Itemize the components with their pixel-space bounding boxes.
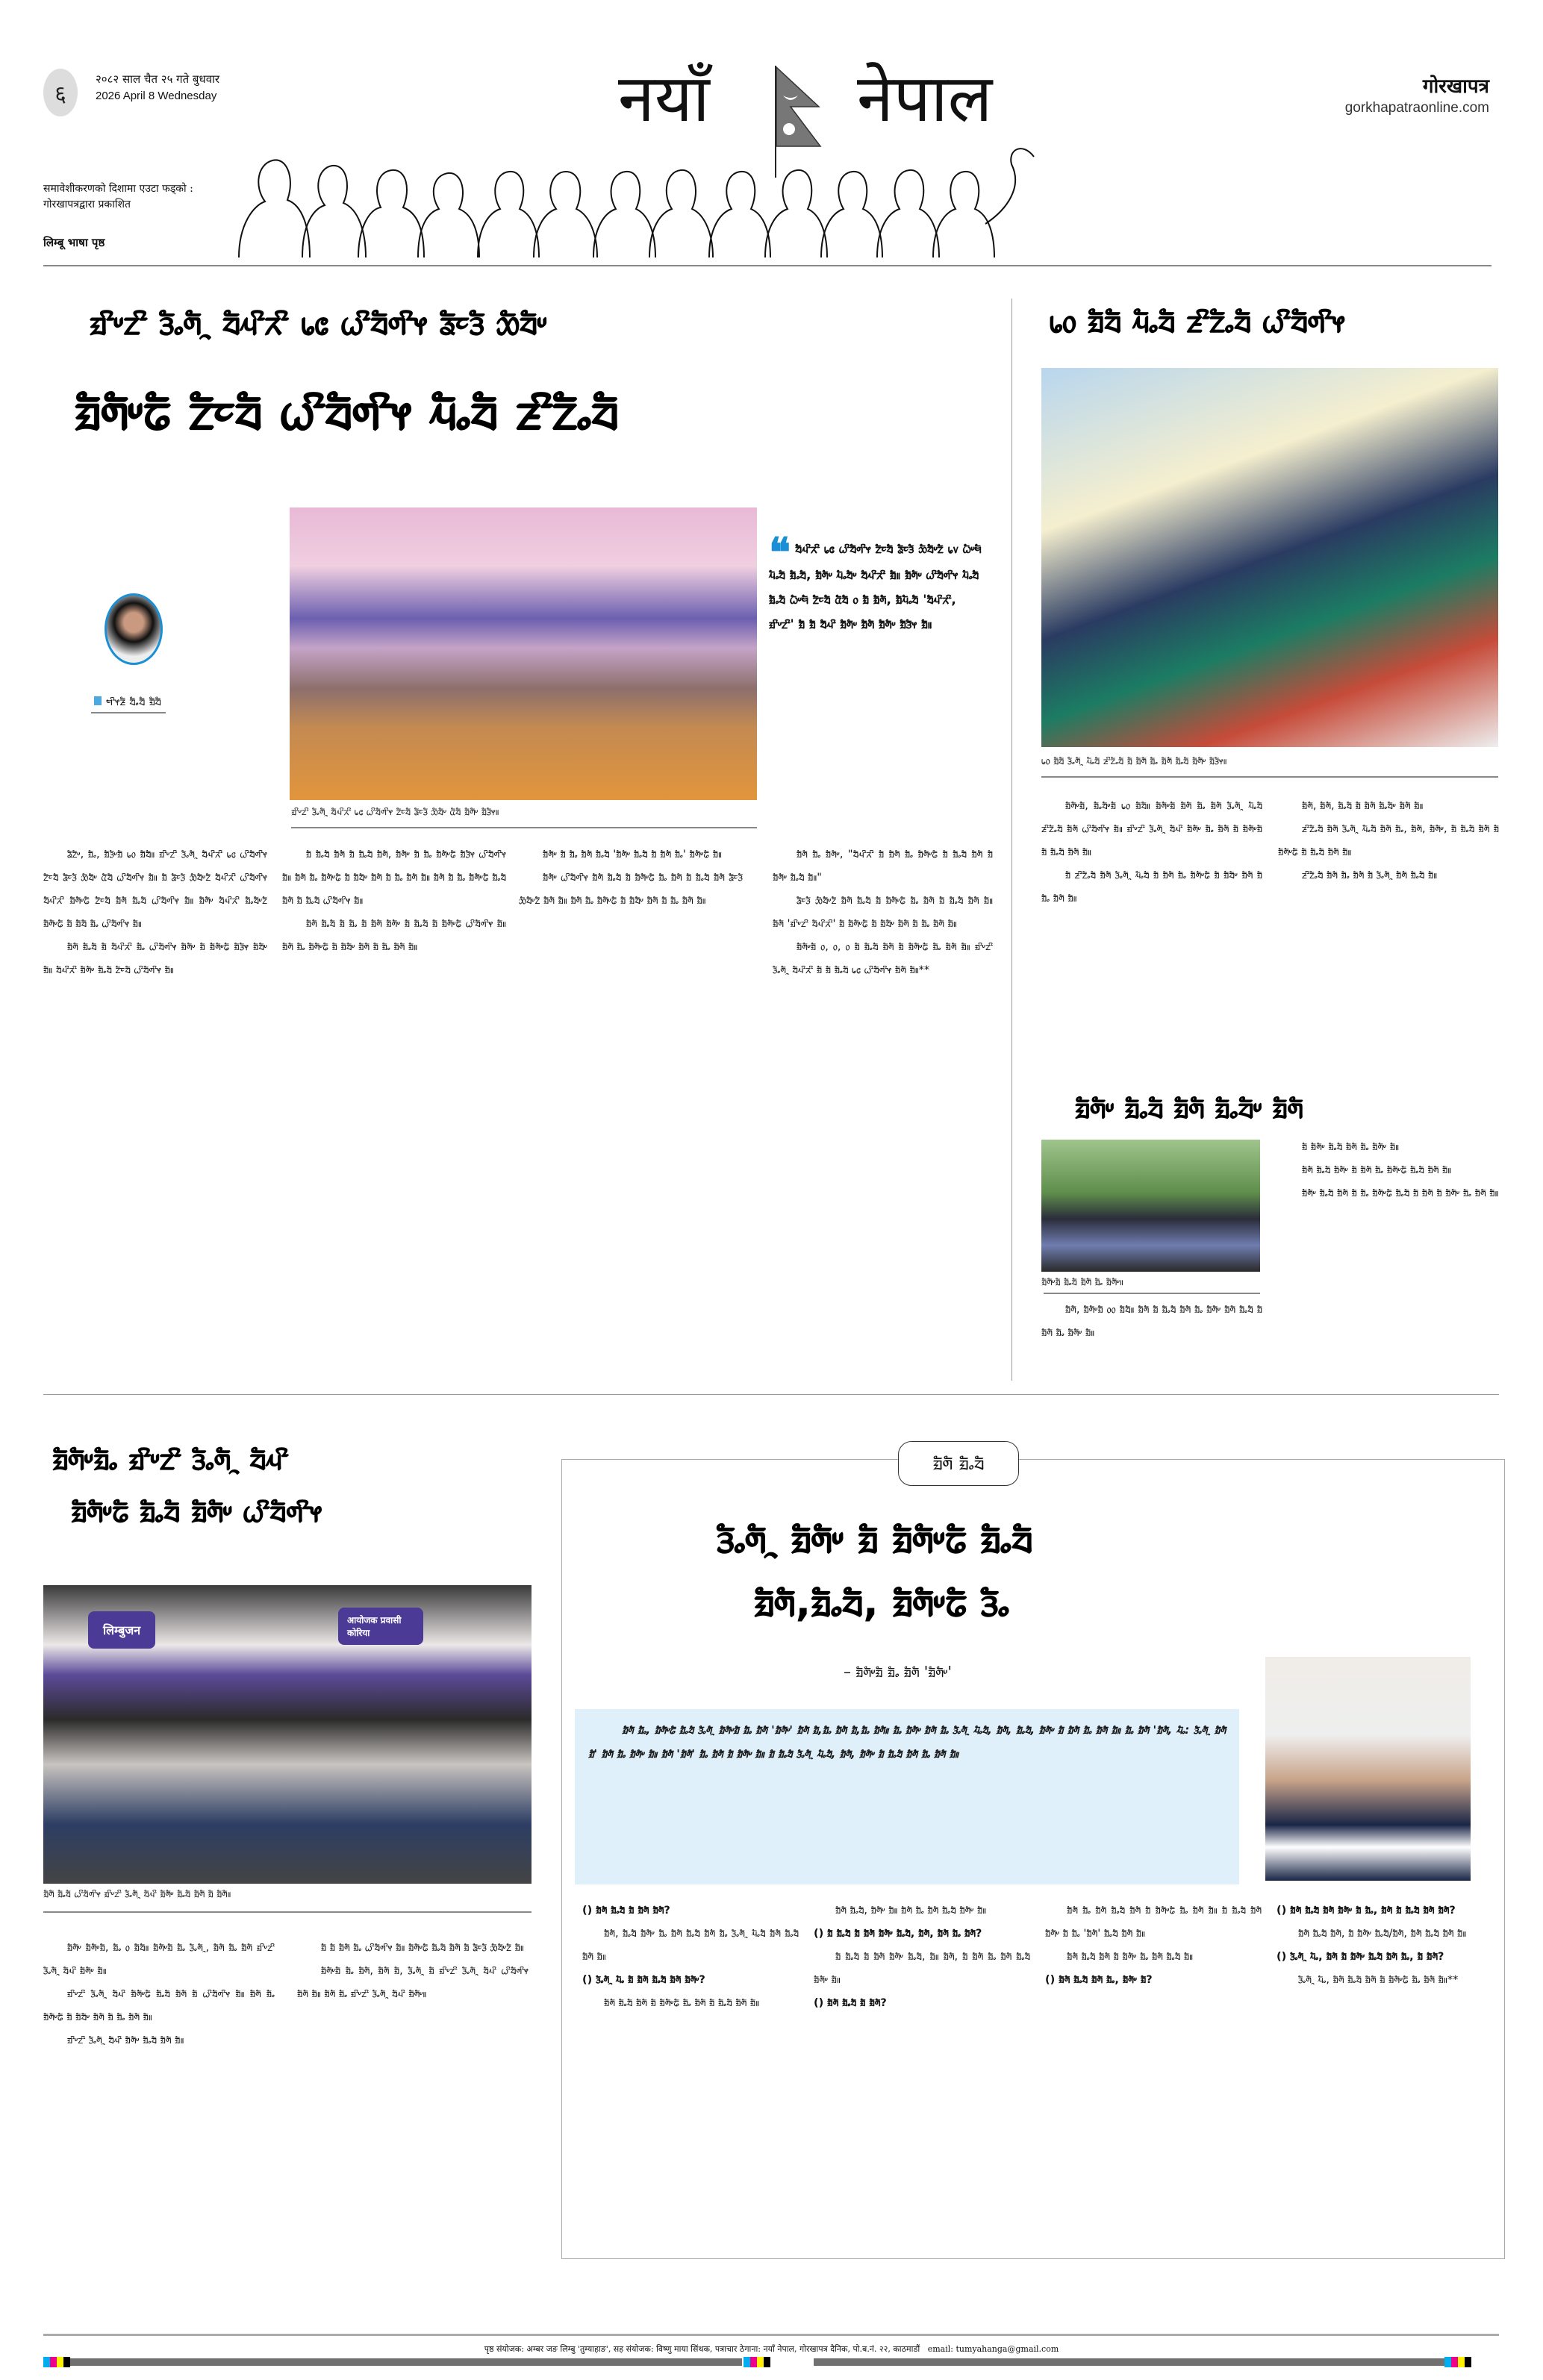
registration-swatch — [1451, 2357, 1458, 2367]
paragraph: ᤀᤠ ᤀᤠ ᤀᤠᤛᤠ ᤀᤠᤱ ᤐᤡᤔᤠᤛᤡᤶ ᤀᤠ॥ ᤀᤠᤛᤠᤸᤒᤠ ᤀᤠᤱᤔᤠ ᤀᤠᤛᤠ ᤀᤠ ᤕᤠᤰᤋᤠ ᤑᤠᤔᤠᤸᤁᤠ ᤀᤠ॥ — [320, 1942, 524, 1954]
paragraph: ᤀᤠᤛᤠ ᤀᤠᤱ ᤀᤠᤛᤠᤸ, "ᤔᤠᤘᤡᤖᤡ ᤀᤠ ᤀᤠᤛᤠ ᤀᤠᤱ ᤀᤠᤛᤠᤸᤒᤠ ᤀᤠ ᤀᤠᤱᤔᤠ ᤀᤠᤛᤠ ᤀᤠ ᤀᤠᤛᤠᤸ ᤀᤠᤱᤔᤠ ᤀᤠ॥" — [773, 849, 993, 884]
korea-photo-caption: ᤀᤠᤛᤠ ᤀᤠᤱᤔᤠ ᤐᤡᤔᤠᤛᤡᤶ ᤀᤡᤸᤁᤡ ᤋᤠᤱᤛᤠᤳ ᤔᤠᤘᤡ ᤀᤠᤛᤠᤸ ᤀᤠᤱᤔᤠ ᤀᤠᤛᤠ ᤀᤠ ᤀᤠᤛᤠ॥ — [43, 1888, 231, 1900]
publisher-name: गोरखापत्र — [1422, 75, 1489, 98]
registration-swatch — [1444, 2357, 1451, 2367]
caption-divider — [291, 827, 757, 828]
interview-intro — [575, 1709, 1239, 1884]
paragraph: ᤕᤠᤁᤠᤸ, ᤀᤠᤱ, ᤀᤠᤋᤠᤸᤀᤠ ᥇᥆ ᤀᤠᤔᤠ॥ ᤀᤡᤸᤁᤡ ᤋᤠᤱᤛᤠᤳ ᤔᤠᤘᤡᤖᤡ ᥇᥋ ᤐᤡᤔᤠᤛᤡᤶ ᤁᤠᤰᤔᤠ ᤕᤠᤰᤋᤠ ᤑᤠᤔᤠᤸ ᤂᤠᤔᤠ ᤐᤡᤔᤠᤛᤡᤶ ᤀᤠ॥ ᤀᤠ ᤕᤠᤰᤋᤠ ᤑᤠᤔᤠᤸᤁᤠ ᤔᤠᤘᤡᤖᤡ ᤐᤡᤔᤠᤛᤡᤶ ᤔᤠᤘᤡᤖᤡ ᤀᤠᤛᤠᤸᤒᤠ ᤁᤠᤰᤔᤠ ᤀᤠᤛᤠ ᤀᤠᤱᤔᤠ ᤐᤡᤔᤠᤛᤡᤶ ᤀᤠ॥ ᤀᤠᤛᤠᤸ ᤔᤠᤘᤡᤖᤡ ᤀᤠᤱᤔᤠᤸᤁᤠ ᤀᤠᤛᤠᤸᤒᤠ ᤀᤠ ᤀᤠᤔᤠ ᤀᤠᤱ ᤐᤡᤔᤠᤛᤡᤶ ᤀᤠ॥ — [43, 849, 267, 930]
paragraph: ᤀᤡᤸᤁᤡ ᤋᤠᤱᤛᤠᤳ ᤔᤠᤘᤡ ᤀᤠᤛᤠᤸ ᤀᤠᤱᤔᤠ ᤀᤠᤛᤠ ᤀᤠ॥ — [66, 2034, 184, 2046]
pull-quote — [769, 528, 982, 637]
paragraph: ᤏᤡᤁᤠᤱᤔᤠ ᤀᤠᤛᤠ ᤀᤠᤱ ᤀᤠᤛᤠ ᤀᤠ ᤋᤠᤱᤛᤠᤳ ᤀᤠᤛᤠ ᤀᤠᤱᤔᤠ ᤀᤠ॥ — [1301, 869, 1438, 881]
korea-column-1 — [43, 1937, 275, 2250]
author-name: ᤗᤡᤶᤏᤠ ᤔᤠᤱᤔᤠ ᤀᤠᤔᤠ — [106, 694, 161, 708]
korea-group-photo — [43, 1585, 532, 1884]
paragraph: ᤀᤠ ᤏᤡᤁᤠᤱᤔᤠ ᤀᤠᤛᤠ ᤋᤠᤱᤛᤠᤳ ᤘᤠᤱᤔᤠ ᤀᤠ ᤀᤠᤛᤠ ᤀᤠᤱ ᤀᤠᤛᤠᤸᤒᤠ ᤀᤠ ᤀᤠᤔᤠᤸ ᤀᤠᤛᤠ ᤀᤠ ᤀᤠᤱ ᤀᤠᤛᤠ ᤀᤠ॥ — [1041, 869, 1262, 905]
sidebar-column-2 — [1278, 795, 1499, 1011]
credits-text: पृष्ठ संयोजक: अम्बर जङ लिम्बु 'तुम्याहाङ', सह संयोजक: विष्णु माया सिंथक, पत्राचार ठेगाना: नयाँ नेपाल, गोरखापत्र दैनिक, पो.ब.नं. २२, काठमाडौं — [484, 2344, 920, 2354]
intro-text: ᤀᤠᤛᤠ ᤀᤠᤱ, ᤀᤠᤛᤠᤸᤒᤠ ᤀᤠᤱᤔᤠ ᤋᤠᤱᤛᤠᤳ ᤀᤠᤛᤠᤸᤀᤠ ᤀᤠᤱ ᤀᤠᤛᤠ 'ᤀᤠᤛᤠᤸ' ᤀᤠᤛᤠ ᤀᤠ,ᤀᤠᤱ ᤀᤠᤛᤠ ᤀᤠ,ᤀᤠᤱ ᤀᤠᤛᤠ॥ ᤀᤠᤱ ᤀᤠᤛᤠᤸ ᤀᤠᤛᤠ ᤀᤠᤱ ᤋᤠᤱᤛᤠᤳ ᤘᤠᤱᤔᤠ, ᤀᤠᤛᤠ, ᤀᤠᤱᤔᤠ, ᤀᤠᤛᤠᤸ ᤀᤠ ᤀᤠᤛᤠ ᤀᤠᤱ ᤀᤠᤛᤠ ᤀᤠ॥ ᤀᤠᤱ ᤀᤠᤛᤠ 'ᤀᤠᤛᤠ, ᤘᤠᤱ: ᤋᤠᤱᤛᤠᤳ ᤀᤠᤛᤠ ᤀᤠ' ᤀᤠᤛᤠ ᤀᤠᤱ ᤀᤠᤛᤠᤸ ᤀᤠ॥ ᤀᤠᤛᤠ 'ᤀᤠᤛᤠ' ᤀᤠᤱ ᤀᤠᤛᤠ ᤀᤠ ᤀᤠᤛᤠᤸ ᤀᤠ॥ ᤀᤠ ᤀᤠᤱᤔᤠ ᤋᤠᤱᤛᤠᤳ ᤘᤠᤱᤔᤠ, ᤀᤠᤛᤠ, ᤀᤠᤛᤠᤸ ᤀᤠ ᤀᤠᤱᤔᤠ ᤀᤠᤛᤠ ᤀᤠᤱ ᤀᤠᤛᤠ ᤀᤠ॥ — [588, 1723, 1226, 1761]
question: () ᤀᤠᤛᤠ ᤀᤠᤱᤔᤠ ᤀᤠ ᤀᤠᤛᤠ? — [814, 1997, 887, 2009]
question: () ᤋᤠᤱᤛᤠᤳ ᤘᤠᤱ, ᤀᤠᤛᤠ ᤀᤠ ᤀᤠᤛᤠᤸ ᤀᤠᤱᤔᤠ ᤀᤠᤛᤠ ᤀᤠᤱ, ᤀᤠ ᤀᤠᤛᤠ? — [1277, 1951, 1444, 1963]
answer: ᤀᤠᤛᤠ ᤀᤠᤱᤔᤠ ᤀᤠᤛᤠ ᤀᤠ ᤀᤠᤛᤠᤸ ᤀᤠᤱ ᤀᤠᤛᤠ ᤀᤠᤱᤔᤠ ᤀᤠ॥ — [1067, 1951, 1194, 1963]
question: () ᤀᤠᤛᤠ ᤀᤠᤱᤔᤠ ᤀᤠ ᤀᤠᤛᤠ ᤀᤠᤛᤠ? — [582, 1905, 670, 1917]
author-avatar — [105, 593, 163, 665]
registration-bar — [70, 2358, 742, 2366]
question: () ᤀᤠᤛᤠ ᤀᤠᤱᤔᤠ ᤀᤠᤛᤠ ᤀᤠᤱ, ᤀᤠᤛᤠᤸ ᤀᤠ? — [1045, 1974, 1153, 1986]
paragraph: ᤀᤠᤛᤠ, ᤀᤠᤛᤠᤸᤀᤠ ᥆᥆ ᤀᤠᤔᤠ॥ ᤀᤠᤛᤠ ᤀᤠ ᤀᤠᤱᤔᤠ ᤀᤠᤛᤠ ᤀᤠᤱ ᤀᤠᤛᤠᤸ ᤀᤠᤛᤠ ᤀᤠᤱᤔᤠ ᤀᤠ ᤀᤠᤛᤠ ᤀᤠᤱ ᤀᤠᤛᤠᤸ ᤀᤠ॥ — [1041, 1304, 1262, 1339]
interview-column-2 — [814, 1899, 1030, 2250]
paragraph: ᤀᤠᤛᤠ ᤀᤠᤱᤔᤠ ᤀᤠᤛᤠᤸ ᤀᤠ ᤀᤠᤛᤠ ᤀᤠᤱ ᤀᤠᤛᤠᤸᤒᤠ ᤀᤠᤱᤔᤠ ᤀᤠᤛᤠ ᤀᤠ॥ — [1301, 1164, 1452, 1176]
answer: ᤋᤠᤱᤛᤠᤳ ᤘᤠᤱ, ᤀᤠᤛᤠ ᤀᤠᤱᤔᤠ ᤀᤠᤛᤠ ᤀᤠ ᤀᤠᤛᤠᤸᤒᤠ ᤀᤠᤱ ᤀᤠᤛᤠ ᤀᤠ॥** — [1298, 1974, 1459, 1986]
footer-credits — [0, 2343, 1543, 2355]
interview-headline-line-1: ᤋᤠᤱᤛᤠᤳ ᤀᤠᤛᤠᤸ ᤀᤠ ᤀᤠᤛᤠᤸᤒᤠ ᤀᤠᤱᤔᤠ — [717, 1515, 1033, 1562]
sidebar-headline: ᥇᥆ ᤀᤠᤔᤠ ᤘᤠᤱᤔᤠ ᤏᤡᤁᤠᤱᤔᤠ ᤐᤡᤔᤠᤛᤡᤶ — [1049, 302, 1346, 340]
date-nepali: २०८२ साल चैत २५ गते बुधवार — [96, 72, 220, 86]
email-link[interactable]: tumyahanga@gmail.com — [956, 2344, 1059, 2354]
page-number-badge: ६ — [43, 69, 78, 116]
paragraph: ᤀᤠ ᤀᤠᤛᤠᤸ ᤀᤠᤱᤔᤠ ᤀᤠᤛᤠ ᤀᤠᤱ ᤀᤠᤛᤠᤸ ᤀᤠ॥ — [1301, 1141, 1400, 1153]
paragraph: ᤀᤡᤸᤁᤡ ᤋᤠᤱᤛᤠᤳ ᤔᤠᤘᤡ ᤀᤠᤛᤠᤸᤒᤠ ᤀᤠᤱᤔᤠ ᤀᤠᤛᤠ ᤀᤠ ᤐᤡᤔᤠᤛᤡᤶ ᤀᤠ॥ ᤀᤠᤛᤠ ᤀᤠᤱ ᤀᤠᤛᤠᤸᤒᤠ ᤀᤠ ᤀᤠᤔᤠᤸ ᤀᤠᤛᤠ ᤀᤠ ᤀᤠᤱ ᤀᤠᤛᤠ ᤀᤠ॥ — [43, 1988, 275, 2023]
column-divider — [1011, 299, 1012, 1381]
email-label: email: — [927, 2344, 953, 2354]
lead-kicker: ᤀᤡᤸᤁᤡ ᤋᤠᤱᤛᤠᤳ ᤔᤠᤘᤡᤖᤡ ᥇᥋ ᤐᤡᤔᤠᤛᤡᤶ ᤕᤠᤰᤋᤠ ᤑᤠᤔᤠᤸ — [90, 302, 547, 343]
question: () ᤋᤠᤱᤛᤠᤳ ᤘᤠᤱ ᤀᤠ ᤀᤠᤛᤠ ᤀᤠᤱᤔᤠ ᤀᤠᤛᤠ ᤀᤠᤛᤠᤸ? — [582, 1974, 705, 1986]
registration-swatch — [744, 2357, 750, 2367]
caption-divider — [43, 1911, 532, 1913]
answer: ᤀᤠᤛᤠ ᤀᤠᤱᤔᤠ ᤀᤠᤛᤠ, ᤀᤠ ᤀᤠᤛᤠᤸ ᤀᤠᤱᤔᤠ/ᤀᤠᤛᤠ, ᤀᤠᤛᤠ ᤀᤠᤱᤔᤠ ᤀᤠᤛᤠ ᤀᤠ॥ — [1298, 1928, 1467, 1940]
interview-byline: – ᤀᤠᤛᤠᤸᤀᤠ ᤀᤠᤱ ᤀᤠᤛᤠ 'ᤀᤠᤛᤠᤸ' — [844, 1663, 953, 1681]
question: () ᤀᤠ ᤀᤠᤱᤔᤠ ᤀᤠ ᤀᤠᤛᤠ ᤀᤠᤛᤠᤸ ᤀᤠᤱᤔᤠ, ᤀᤠᤛᤠ, ᤀᤠᤛᤠ ᤀᤠᤱ ᤀᤠᤛᤠ? — [814, 1928, 982, 1940]
registration-swatch — [50, 2357, 57, 2367]
answer: ᤀᤠᤛᤠ ᤀᤠᤱ ᤀᤠᤛᤠ ᤀᤠᤱᤔᤠ ᤀᤠᤛᤠ ᤀᤠ ᤀᤠᤛᤠᤸᤒᤠ ᤀᤠᤱ ᤀᤠᤛᤠ ᤀᤠ॥ ᤀᤠ ᤀᤠᤱᤔᤠ ᤀᤠᤛᤠ ᤀᤠᤛᤠᤸ ᤀᤠ ᤀᤠᤱ 'ᤀᤠᤛᤠ' ᤀᤠᤱᤔᤠ ᤀᤠᤛᤠ ᤀᤠ॥ — [1045, 1905, 1262, 1940]
sidebar-column-1 — [1041, 795, 1262, 1011]
tagline — [43, 181, 193, 213]
memorial-column-2 — [1278, 1136, 1499, 1382]
caption-divider — [1044, 1293, 1260, 1294]
date-english: 2026 April 8 Wednesday — [96, 90, 217, 102]
lead-photo-caption: ᤀᤡᤸᤁᤡ ᤋᤠᤱᤛᤠᤳ ᤔᤠᤘᤡᤖᤡ ᥇᥋ ᤐᤡᤔᤠᤛᤡᤶ ᤁᤠᤰᤔᤠ ᤕᤠᤰᤋᤠ ᤑᤠᤔᤠᤸ ᤂᤠᤔᤠ ᤀᤠᤛᤠᤸ ᤀᤠᤋᤠᤶ॥ — [291, 806, 499, 818]
footer-divider — [43, 2334, 1499, 2336]
tagline-line-2: गोरखापत्रद्वारा प्रकाशित — [43, 199, 131, 210]
lead-column-2 — [282, 843, 506, 1358]
paragraph: ᤏᤡᤁᤠᤱᤔᤠ ᤀᤠᤛᤠ ᤋᤠᤱᤛᤠᤳ ᤘᤠᤱᤔᤠ ᤀᤠᤛᤠ ᤀᤠᤱ, ᤀᤠᤛᤠ, ᤀᤠᤛᤠᤸ, ᤀᤠ ᤀᤠᤱᤔᤠ ᤀᤠᤛᤠ ᤀᤠ ᤀᤠᤛᤠᤸᤒᤠ ᤀᤠ ᤀᤠᤱᤔᤠ ᤀᤠᤛᤠ ᤀᤠ॥ — [1278, 823, 1499, 858]
paragraph: ᤀᤠᤛᤠᤸ ᤀᤠᤱᤔᤠ ᤀᤠᤛᤠ ᤀᤠ ᤀᤠᤱ ᤀᤠᤛᤠᤸᤒᤠ ᤀᤠᤱᤔᤠ ᤀᤠ ᤀᤠᤛᤠ ᤀᤠ ᤀᤠᤛᤠᤸ ᤀᤠᤱ ᤀᤠᤛᤠ ᤀᤠ॥ — [1301, 1187, 1499, 1199]
paragraph: ᤀᤠᤛᤠ ᤀᤠᤱᤔᤠ ᤀᤠ ᤀᤠᤱ ᤀᤠ ᤀᤠᤛᤠ ᤀᤠᤛᤠᤸ ᤀᤠ ᤀᤠᤱᤔᤠ ᤀᤠ ᤀᤠᤛᤠᤸᤒᤠ ᤐᤡᤔᤠᤛᤡᤶ ᤀᤠ॥ ᤀᤠᤛᤠ ᤀᤠᤱ ᤀᤠᤛᤠᤸᤒᤠ ᤀᤠ ᤀᤠᤔᤠᤸ ᤀᤠᤛᤠ ᤀᤠ ᤀᤠᤱ ᤀᤠᤛᤠ ᤀᤠ॥ — [282, 918, 506, 953]
paragraph: ᤀᤠᤛᤠᤸ ᤀᤠᤛᤠᤸᤀᤠ, ᤀᤠᤱ ᥆ ᤀᤠᤔᤠ॥ ᤀᤠᤛᤠᤸᤀᤠ ᤀᤠᤱ ᤋᤠᤱᤛᤠᤳ, ᤀᤠᤛᤠ ᤀᤠᤱ ᤀᤠᤛᤠ ᤀᤡᤸᤁᤡ ᤋᤠᤱᤛᤠᤳ ᤔᤠᤘᤡ ᤀᤠᤛᤠᤸ ᤀᤠ॥ — [43, 1942, 275, 1977]
logo-text-right: नेपाल — [857, 60, 993, 137]
interview-column-1 — [582, 1899, 799, 2250]
registration-swatch — [764, 2357, 770, 2367]
memorial-photo — [1041, 1140, 1260, 1272]
registration-swatch — [757, 2357, 764, 2367]
photo-banner-left: लिम्बुजन — [88, 1611, 155, 1649]
answer: ᤀᤠᤛᤠ ᤀᤠᤱᤔᤠ ᤀᤠᤛᤠ ᤀᤠ ᤀᤠᤛᤠᤸᤒᤠ ᤀᤠᤱ ᤀᤠᤛᤠ ᤀᤠ ᤀᤠᤱᤔᤠ ᤀᤠᤛᤠ ᤀᤠ॥ — [604, 1997, 760, 2009]
sidebar-photo — [1041, 368, 1498, 747]
registration-swatch — [750, 2357, 757, 2367]
section-label: लिम्बू भाषा पृष्ठ — [43, 236, 105, 249]
answer: ᤀᤠᤛᤠ, ᤀᤠᤱᤔᤠ ᤀᤠᤛᤠᤸ ᤀᤠᤱ ᤀᤠᤛᤠ ᤀᤠᤱᤔᤠ ᤀᤠᤛᤠ ᤀᤠᤱ ᤋᤠᤱᤛᤠᤳ ᤘᤠᤱᤔᤠ ᤀᤠᤛᤠ ᤀᤠᤱᤔᤠ ᤀᤠᤛᤠ ᤀᤠ॥ — [582, 1928, 799, 1963]
question: () ᤀᤠᤛᤠ ᤀᤠᤱᤔᤠ ᤀᤠᤛᤠ ᤀᤠᤛᤠᤸ ᤀᤠ ᤀᤠᤱ, ᤀᤠᤛᤠ ᤀᤠ ᤀᤠᤱᤔᤠ ᤀᤠᤛᤠ ᤀᤠᤛᤠ? — [1277, 1905, 1456, 1917]
registration-swatch — [1458, 2357, 1465, 2367]
registration-swatch — [1465, 2357, 1471, 2367]
memorial-column-1 — [1041, 1299, 1262, 1382]
pull-quote-text: ᤔᤠᤘᤡᤖᤡ ᥇᥋ ᤐᤡᤔᤠᤛᤡᤶ ᤁᤠᤰᤔᤠ ᤕᤠᤰᤋᤠ ᤑᤠᤔᤠᤸᤁᤠ ᥇᥎ ᤐᤠᤸᤗᤠ ᤘᤠᤱᤔᤠ ᤀᤠᤱᤔᤠ, ᤀᤠᤛᤠᤸ ᤘᤠᤱᤔᤠᤸ ᤔᤠᤘᤡᤖᤡ ᤀᤠ॥ ᤀᤠᤛᤠᤸ ᤐᤡᤔᤠᤛᤡᤶ ᤘᤠᤱᤔᤠ ᤀᤠᤱᤔᤠ ᤐᤠᤸᤗᤠ ᤁᤠᤰᤔᤠ ᤂᤠᤔᤠ ᥆ ᤀᤠ ᤀᤠᤛᤠ, ᤀᤠᤘᤠᤱᤔᤠ 'ᤔᤠᤘᤡᤖᤡ, ᤀᤡᤸᤁᤡ' ᤀᤠ ᤀᤠ ᤔᤠᤘᤡ ᤀᤠᤛᤠᤸ ᤀᤠᤛᤠ ᤀᤠᤛᤠᤸ ᤀᤠᤋᤠᤶ ᤀᤠ॥ — [769, 542, 982, 632]
caption-divider — [1041, 776, 1498, 778]
masthead-divider — [43, 265, 1491, 266]
photo-banner-right: आयोजक प्रवासी कोरिया — [338, 1608, 423, 1645]
lead-headline: ᤀᤠᤛᤠᤸᤒᤠ ᤁᤠᤰᤔᤠ ᤐᤡᤔᤠᤛᤡᤶ ᤘᤠᤱᤔᤠ ᤏᤡᤁᤠᤱᤔᤠ — [75, 381, 619, 442]
registration-swatch — [57, 2357, 63, 2367]
paragraph: ᤀᤠᤛᤠᤸ ᤀᤠ ᤀᤠᤱ ᤀᤠᤛᤠ ᤀᤠᤱᤔᤠ 'ᤀᤠᤛᤠᤸ ᤀᤠᤱᤔᤠ ᤀᤠ ᤀᤠᤛᤠ ᤀᤠᤱ' ᤀᤠᤛᤠᤸᤒᤠ ᤀᤠ॥ — [542, 849, 722, 861]
paragraph: ᤀᤠᤛᤠᤸ ᤐᤡᤔᤠᤛᤡᤶ ᤀᤠᤛᤠ ᤀᤠᤱᤔᤠ ᤀᤠ ᤀᤠᤛᤠᤸᤒᤠ ᤀᤠᤱ ᤀᤠᤛᤠ ᤀᤠ ᤀᤠᤱᤔᤠ ᤀᤠᤛᤠ ᤕᤠᤰᤋᤠ ᤑᤠᤔᤠᤸᤁᤠ ᤀᤠᤛᤠ ᤀᤠ॥ ᤀᤠᤛᤠ ᤀᤠᤱ ᤀᤠᤛᤠᤸᤒᤠ ᤀᤠ ᤀᤠᤔᤠᤸ ᤀᤠᤛᤠ ᤀᤠ ᤀᤠᤱ ᤀᤠᤛᤠ ᤀᤠ॥ — [519, 872, 743, 907]
sidebar-photo-caption: ᥇᥆ ᤀᤠᤔᤠ ᤋᤠᤱᤛᤠᤳ ᤘᤠᤱᤔᤠ ᤏᤡᤁᤠᤱᤔᤠ ᤀᤠ ᤀᤠᤛᤠ ᤀᤠᤱ ᤀᤠᤛᤠ ᤀᤠᤱᤔᤠ ᤀᤠᤛᤠᤸ ᤀᤠᤋᤠᤶ॥ — [1041, 755, 1227, 767]
registration-swatch — [63, 2357, 70, 2367]
lead-column-1 — [43, 843, 267, 1358]
quote-mark-icon: ❝ — [769, 528, 791, 576]
paragraph: ᤀᤠᤛᤠᤸᤀᤠ ᤀᤠᤱ ᤀᤠᤛᤠ, ᤀᤠᤛᤠ ᤀᤠ, ᤋᤠᤱᤛᤠᤳ ᤀᤠ ᤀᤡᤸᤁᤡ ᤋᤠᤱᤛᤠᤳ ᤔᤠᤘᤡ ᤐᤡᤔᤠᤛᤡᤶ ᤀᤠᤛᤠ ᤀᤠ॥ ᤀᤠᤛᤠ ᤀᤠᤱ ᤀᤡᤸᤁᤡ ᤋᤠᤱᤛᤠᤳ ᤔᤠᤘᤡ ᤀᤠᤛᤠᤸ॥ — [297, 1965, 529, 2000]
korea-column-2 — [297, 1937, 529, 2250]
byline-marker-icon — [94, 696, 102, 705]
lead-column-3 — [519, 843, 743, 1358]
section-divider — [43, 1394, 1499, 1395]
lead-photo — [290, 507, 757, 800]
paragraph: ᤀᤠᤛᤠ ᤀᤠᤱᤔᤠ ᤀᤠ ᤔᤠᤘᤡᤖᤡ ᤀᤠᤱ ᤐᤡᤔᤠᤛᤡᤶ ᤀᤠᤛᤠᤸ ᤀᤠ ᤀᤠᤛᤠᤸᤒᤠ ᤀᤠᤋᤠᤶ ᤀᤠᤔᤠᤸ ᤀᤠ॥ ᤔᤠᤘᤡᤖᤡ ᤀᤠᤛᤠᤸ ᤀᤠᤱᤔᤠ ᤁᤠᤰᤔᤠ ᤐᤡᤔᤠᤛᤡᤶ ᤀᤠ॥ — [43, 941, 267, 976]
korea-headline-line-2: ᤀᤠᤛᤠᤸᤒᤠ ᤀᤠᤱᤔᤠ ᤀᤠᤛᤠᤸ ᤐᤡᤔᤠᤛᤡᤶ — [71, 1493, 322, 1529]
crowd-illustration — [231, 134, 1067, 257]
memorial-headline: ᤀᤠᤛᤠᤸ ᤀᤠᤱᤔᤠ ᤀᤠᤛᤠ ᤀᤠᤱᤔᤠᤸ ᤀᤠᤛᤠ — [1075, 1091, 1303, 1125]
paragraph: ᤀᤠᤛᤠᤸᤀᤠ, ᤀᤠᤱᤔᤠᤸᤀᤠ ᥇᥆ ᤀᤠᤔᤠ॥ ᤀᤠᤛᤠᤸᤀᤠ ᤀᤠᤛᤠ ᤀᤠᤱ ᤀᤠᤛᤠ ᤋᤠᤱᤛᤠᤳ ᤘᤠᤱᤔᤠ ᤏᤡᤁᤠᤱᤔᤠ ᤀᤠᤛᤠ ᤐᤡᤔᤠᤛᤡᤶ ᤀᤠ॥ ᤀᤡᤸᤁᤡ ᤋᤠᤱᤛᤠᤳ ᤔᤠᤘᤡ ᤀᤠᤛᤠᤸ ᤀᤠᤱ ᤀᤠᤛᤠ ᤀᤠ ᤀᤠᤛᤠᤸᤀᤠ ᤀᤠ ᤀᤠᤱᤔᤠ ᤀᤠᤛᤠ ᤀᤠ॥ — [1041, 800, 1262, 858]
registration-bar — [814, 2358, 1471, 2366]
interview-headline-line-2: ᤀᤠᤛᤠ,ᤀᤠᤱᤔᤠ, ᤀᤠᤛᤠᤸᤒᤠ ᤋᤠᤱ — [754, 1578, 1009, 1625]
registration-swatch — [43, 2357, 50, 2367]
paragraph: ᤕᤠᤰᤋᤠ ᤑᤠᤔᤠᤸᤁᤠ ᤀᤠᤛᤠ ᤀᤠᤱᤔᤠ ᤀᤠ ᤀᤠᤛᤠᤸᤒᤠ ᤀᤠᤱ ᤀᤠᤛᤠ ᤀᤠ ᤀᤠᤱᤔᤠ ᤀᤠᤛᤠ ᤀᤠ॥ ᤀᤠᤛᤠ 'ᤀᤡᤸᤁᤡ ᤔᤠᤘᤡᤖᤡ' ᤀᤠ ᤀᤠᤛᤠᤸᤒᤠ ᤀᤠ ᤀᤠᤔᤠᤸ ᤀᤠᤛᤠ ᤀᤠ ᤀᤠᤱ ᤀᤠᤛᤠ ᤀᤠ॥ — [773, 895, 993, 930]
nepal-flag-icon — [774, 66, 826, 178]
memorial-photo-caption: ᤀᤠᤛᤠᤸᤀᤠ ᤀᤠᤱᤔᤠ ᤀᤠᤛᤠ ᤀᤠᤱ ᤀᤠᤛᤠᤸ॥ — [1041, 1276, 1123, 1288]
logo-text-left: नयाँ — [618, 60, 710, 137]
korea-headline-line-1: ᤀᤠᤛᤠᤸᤀᤠᤱ ᤀᤡᤸᤁᤡ ᤋᤠᤱᤛᤠᤳ ᤔᤠᤘᤡ — [52, 1440, 289, 1477]
interview-section-label: ᤀᤠᤛᤠ ᤀᤠᤱᤔᤠ — [898, 1441, 1019, 1486]
lead-column-4 — [773, 843, 993, 1358]
paragraph: ᤀᤠ ᤀᤠᤱᤔᤠ ᤀᤠᤛᤠ ᤀᤠ ᤀᤠᤱᤔᤠ ᤀᤠᤛᤠ, ᤀᤠᤛᤠᤸ ᤀᤠ ᤀᤠᤱ ᤀᤠᤛᤠᤸᤒᤠ ᤀᤠᤋᤠᤶ ᤐᤡᤔᤠᤛᤡᤶ ᤀᤠ॥ ᤀᤠᤛᤠ ᤀᤠᤱ ᤀᤠᤛᤠᤸᤒᤠ ᤀᤠ ᤀᤠᤔᤠᤸ ᤀᤠᤛᤠ ᤀᤠ ᤀᤠᤱ ᤀᤠᤛᤠ ᤀᤠ॥ ᤀᤠᤛᤠ ᤀᤠ ᤀᤠᤱ ᤀᤠᤛᤠᤸᤒᤠ ᤀᤠᤱᤔᤠ ᤀᤠᤛᤠ ᤀᤠ ᤀᤠᤱᤔᤠ ᤐᤡᤔᤠᤛᤡᤶ ᤀᤠ॥ — [282, 849, 506, 907]
interviewee-photo — [1265, 1657, 1471, 1881]
interview-column-3 — [1045, 1899, 1262, 2250]
website-link[interactable]: gorkhapatraonline.com — [1344, 100, 1489, 116]
interview-column-4 — [1277, 1899, 1493, 2250]
tagline-line-1: समावेशीकरणको दिशामा एउटा फड्को : — [43, 183, 193, 195]
paragraph: ᤀᤠᤛᤠᤸᤀᤠ ᥆, ᥆, ᥆ ᤀᤠ ᤀᤠᤱᤔᤠ ᤀᤠᤛᤠ ᤀᤠ ᤀᤠᤛᤠᤸᤒᤠ ᤀᤠᤱ ᤀᤠᤛᤠ ᤀᤠ॥ ᤀᤡᤸᤁᤡ ᤋᤠᤱᤛᤠᤳ ᤔᤠᤘᤡᤖᤡ ᤀᤠ ᤀᤠ ᤀᤠᤱᤔᤠ ᥇᥋ ᤐᤡᤔᤠᤛᤡᤶ ᤀᤠᤛᤠ ᤀᤠ॥** — [773, 941, 993, 976]
author-byline — [91, 694, 166, 713]
answer: ᤀᤠ ᤀᤠᤱᤔᤠ ᤀᤠ ᤀᤠᤛᤠ ᤀᤠᤛᤠᤸ ᤀᤠᤱᤔᤠ, ᤀᤠ॥ ᤀᤠᤛᤠ, ᤀᤠ ᤀᤠᤛᤠ ᤀᤠᤱ ᤀᤠᤛᤠ ᤀᤠᤱᤔᤠ ᤀᤠᤛᤠᤸ ᤀᤠ॥ — [814, 1951, 1030, 1986]
paragraph: ᤀᤠᤛᤠ, ᤀᤠᤛᤠ, ᤀᤠᤱᤔᤠ ᤀᤠ ᤀᤠᤛᤠ ᤀᤠᤱᤔᤠᤸ ᤀᤠᤛᤠ ᤀᤠ॥ — [1301, 800, 1424, 812]
answer: ᤀᤠᤛᤠ ᤀᤠᤱᤔᤠ, ᤀᤠᤛᤠᤸ ᤀᤠ॥ ᤀᤠᤛᤠ ᤀᤠᤱ ᤀᤠᤛᤠ ᤀᤠᤱᤔᤠ ᤀᤠᤛᤠᤸ ᤀᤠ॥ — [835, 1905, 987, 1917]
